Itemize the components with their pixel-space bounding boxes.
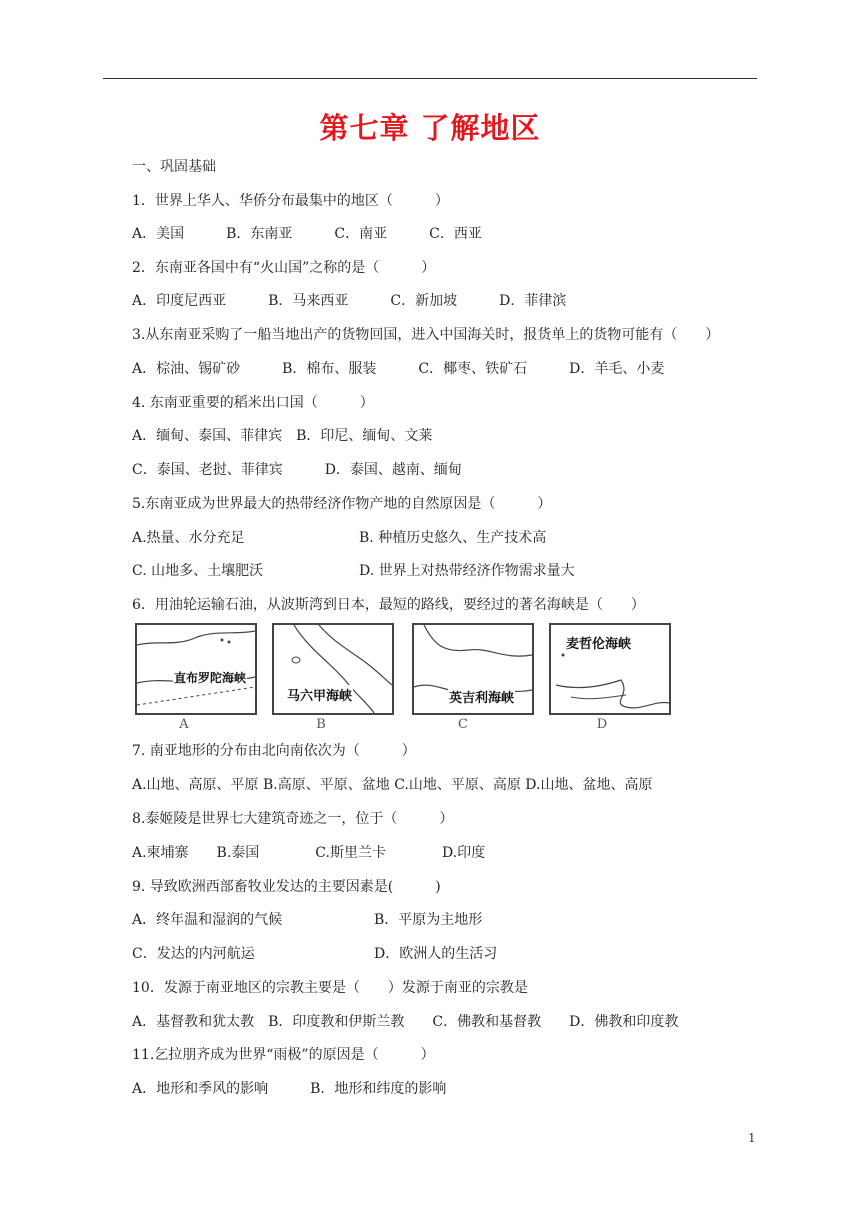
question-5: 5.东南亚成为世界最大的热带经济作物产地的自然原因是（ ） [132,496,552,512]
map-a [135,623,257,715]
question-4-options-1: A．缅甸、泰国、菲律宾 B．印尼、缅甸、文莱 [132,428,433,444]
page-title: 第七章 了解地区 [319,111,541,145]
question-10: 10．发源于南亚地区的宗教主要是（ ）发源于南亚的宗教是 [132,980,528,996]
question-4-options-2: C．泰国、老挝、菲律宾 D．泰国、越南、缅甸 [132,462,462,478]
map-c [412,623,534,715]
question-3: 3.从东南亚采购了一船当地出产的货物回国，进入中国海关时，报货单上的货物可能有（ ） [132,327,720,343]
question-9-option-b: B．平原为主地形 [374,912,483,928]
question-8: 8.泰姬陵是世界七大建筑奇迹之一，位于（ ） [132,811,454,827]
question-9-option-c: C．发达的内河航运 [132,946,255,962]
map-a-label: 直布罗陀海峡 [174,671,247,685]
question-3-options: A．棕油、锡矿砂 B．棉布、服装 C．椰枣、铁矿石 D．羊毛、小麦 [132,361,665,377]
question-5-option-c: C. 山地多、土壤肥沃 [132,563,264,579]
question-11: 11.乞拉朋齐成为世界“雨极”的原因是（ ） [132,1047,435,1063]
map-d-letter: D [596,717,608,732]
question-1-options: A．美国 B．东南亚 C．南亚 C．西亚 [132,226,482,242]
section-heading: 一、巩固基础 [132,159,216,175]
question-2: 2．东南亚各国中有“火山国”之称的是（ ） [132,260,436,276]
question-11-options: A．地形和季风的影响 B．地形和纬度的影响 [132,1081,447,1097]
question-1: 1．世界上华人、华侨分布最集中的地区（ ） [132,193,449,209]
map-b-letter: B [316,717,326,732]
question-8-options: A.柬埔寨 B.泰国 C.斯里兰卡 D.印度 [132,845,486,861]
map-c-label: 英吉利海峡 [448,687,515,706]
question-5-option-a: A.热量、水分充足 [132,530,245,546]
question-5-option-b: B. 种植历史悠久、生产技术高 [359,530,547,546]
map-a-letter: A [179,717,189,732]
question-9-option-d: D．欧洲人的生活习 [374,946,498,962]
question-9: 9. 导致欧洲西部畜牧业发达的主要因素是( ) [132,879,441,895]
strait-maps [132,623,772,738]
map-d [549,623,671,715]
question-4: 4. 东南亚重要的稻米出口国（ ） [132,395,374,411]
question-10-options: A．基督教和犹太教 B．印度教和伊斯兰教 C．佛教和基督教 D．佛教和印度教 [132,1014,679,1030]
map-b-label: 马六甲海峡 [286,685,353,704]
header-rule [103,78,757,79]
page-number: 1 [748,1131,756,1145]
map-d-label: 麦哲伦海峡 [565,633,632,652]
question-6: 6．用油轮运输石油，从波斯湾到日本，最短的路线，要经过的著名海峡是（ ） [132,597,645,613]
question-9-option-a: A．终年温和湿润的气候 [132,912,283,928]
question-2-options: A．印度尼西亚 B．马来西亚 C．新加坡 D．菲律滨 [132,293,567,309]
map-c-letter: C [458,717,468,732]
question-7: 7. 南亚地形的分布由北向南依次为（ ） [132,743,416,759]
map-b [272,623,394,715]
question-7-options: A.山地、高原、平原 B.高原、平原、盆地 C.山地、平原、高原 D.山地、盆地、高原 [132,777,653,793]
question-5-option-d: D. 世界上对热带经济作物需求量大 [359,563,575,579]
